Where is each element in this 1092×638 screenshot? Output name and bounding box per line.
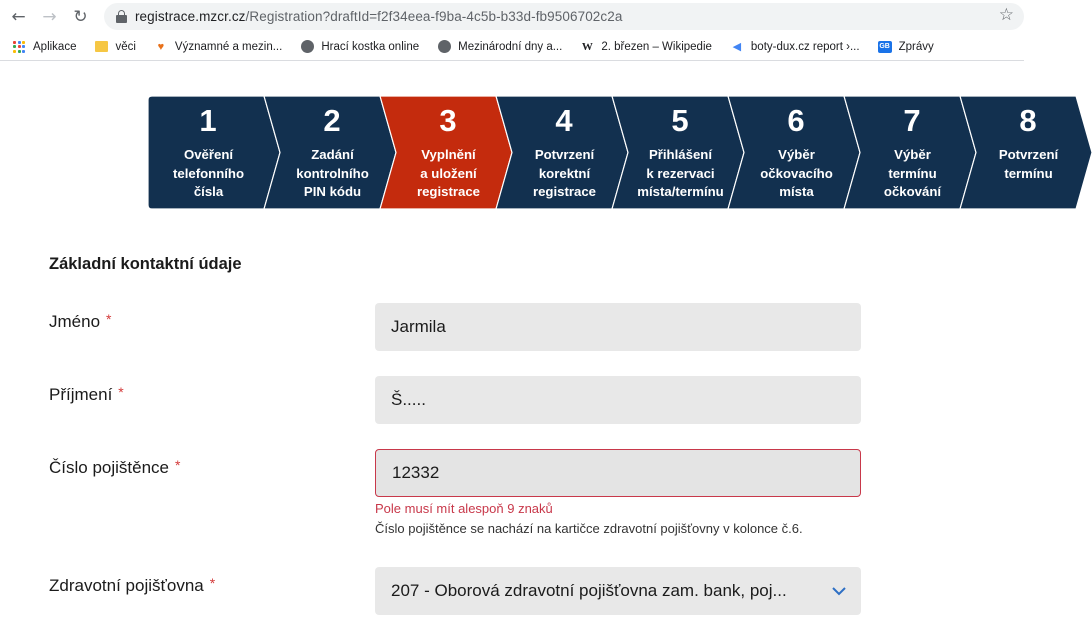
step-label-line: Potvrzení (998, 147, 1059, 162)
lock-icon (116, 10, 127, 23)
step-label-line: čísla (193, 184, 224, 199)
required-mark: * (209, 575, 216, 591)
step-label-line: a uložení (420, 165, 477, 181)
chevron-down-icon (831, 583, 847, 599)
step-label-line: Přihlášení (648, 147, 713, 162)
bookmark-label: Aplikace (33, 40, 77, 53)
folder-icon (94, 40, 108, 54)
bookmarks-bar (0, 33, 1024, 61)
globe-icon (437, 40, 451, 54)
apps-grid-icon (12, 40, 26, 54)
step-label-line: Výběr (778, 147, 815, 162)
bookmark-label: 2. březen – Wikipedie (601, 40, 712, 53)
step-number: 8 (1019, 103, 1037, 138)
step-label-line: termínu (1004, 165, 1053, 181)
bookmark-label: Zprávy (898, 40, 934, 53)
step-number: 5 (671, 103, 689, 138)
label-text: Zdravotní pojišťovna (49, 576, 204, 595)
required-mark: * (175, 457, 181, 473)
step-label (970, 146, 1087, 183)
step-label-line: očkovacího (760, 165, 833, 181)
globe-icon (300, 40, 314, 54)
step-number: 4 (555, 103, 573, 138)
bookmark-veci[interactable] (94, 40, 135, 54)
label-text: Jméno (49, 312, 101, 331)
first-name-label (49, 311, 111, 332)
label-text: Příjmení (49, 385, 113, 404)
bookmark-label: Hrací kostka online (321, 40, 420, 53)
step-label (854, 146, 971, 202)
last-name-label (49, 384, 124, 405)
step-label-line: Výběr (894, 147, 931, 162)
bookmark-label: boty-dux.cz report ›... (750, 40, 860, 53)
label-text: Číslo pojištěnce (49, 458, 170, 477)
step-5 (612, 96, 742, 209)
insurer-label (49, 575, 215, 596)
bookmark-kostka[interactable] (300, 40, 419, 54)
required-mark: * (118, 384, 124, 400)
step-label-line: k rezervaci (646, 165, 715, 181)
insurer-select[interactable] (375, 567, 861, 615)
bookmark-label: věci (115, 40, 136, 53)
step-3 (380, 96, 510, 209)
url-path: /Registration?draftId=f2f34eea-f9ba-4c5b-b33d-fb9506702c2a (245, 9, 623, 24)
insurance-number-label (49, 457, 180, 478)
step-label-line: PIN kódu (303, 184, 362, 199)
step-number: 3 (439, 103, 457, 138)
step-number: 6 (787, 103, 805, 138)
bookmark-label: Významné a mezin... (174, 40, 283, 53)
step-label-line: telefonního (172, 165, 245, 181)
step-number: 2 (323, 103, 341, 138)
insurer-selected-value: 207 - Oborová zdravotní pojišťovna zam. bank, poj... (391, 581, 787, 600)
url-text (135, 9, 623, 24)
step-label-line: očkování (883, 184, 942, 199)
step-label (506, 146, 623, 202)
forward-arrow-icon[interactable]: → (42, 6, 57, 27)
registration-steps (148, 96, 1059, 209)
step-number: 7 (903, 103, 921, 138)
step-label-line: kontrolního (296, 165, 369, 181)
bookmark-apps[interactable] (12, 40, 76, 54)
step-8 (960, 96, 1090, 209)
first-name-input[interactable]: Jarmila (375, 303, 861, 351)
step-label-line: Vyplnění (421, 147, 476, 162)
step-label-line: registrace (416, 184, 481, 199)
news-icon: GB (878, 40, 892, 54)
section-title: Základní kontaktní údaje (49, 255, 242, 273)
field-hint: Číslo pojištěnce se nachází na kartičce zdravotní pojišťovny v kolonce č.6. (375, 521, 803, 536)
bookmark-star-icon[interactable]: ☆ (998, 5, 1014, 25)
step-label (150, 146, 267, 202)
browser-toolbar (0, 0, 1024, 33)
bookmark-boty[interactable] (730, 40, 860, 54)
insurance-number-input[interactable]: 12332 (375, 449, 861, 497)
reload-icon[interactable]: ↻ (73, 6, 88, 27)
step-label-line: místa/termínu (637, 184, 724, 199)
step-label-line: termínu (888, 165, 937, 181)
step-2 (264, 96, 394, 209)
step-label (738, 146, 855, 202)
step-6 (728, 96, 858, 209)
step-label-line: korektní (538, 165, 591, 181)
step-label-line: Ověření (183, 147, 234, 162)
back-arrow-icon[interactable]: ← (11, 6, 26, 27)
step-label-line: registrace (532, 184, 597, 199)
step-number: 1 (199, 103, 217, 138)
validation-error: Pole musí mít alespoň 9 znaků (375, 501, 553, 516)
wikipedia-icon: W (581, 40, 593, 53)
heart-icon: ♥ (157, 40, 165, 53)
bookmark-vyznamne[interactable] (154, 40, 282, 54)
step-4 (496, 96, 626, 209)
url-host: registrace.mzcr.cz (134, 9, 246, 24)
step-label (274, 146, 391, 202)
last-name-input[interactable]: Š..... (375, 376, 861, 424)
bookmark-zpravy[interactable] (878, 40, 934, 54)
step-1 (148, 96, 278, 209)
step-label-line: místa (779, 184, 814, 199)
step-7 (844, 96, 974, 209)
step-label (622, 146, 739, 202)
bookmark-dny[interactable] (437, 40, 562, 54)
bookmark-wikipedie[interactable] (580, 40, 712, 54)
bookmark-label: Mezinárodní dny a... (458, 40, 563, 53)
share-icon: ◀ (732, 41, 742, 53)
required-mark: * (106, 311, 112, 327)
step-label (390, 146, 507, 202)
step-label-line: Potvrzení (534, 147, 595, 162)
step-label-line: Zadání (311, 147, 354, 162)
address-bar[interactable] (104, 3, 1024, 30)
